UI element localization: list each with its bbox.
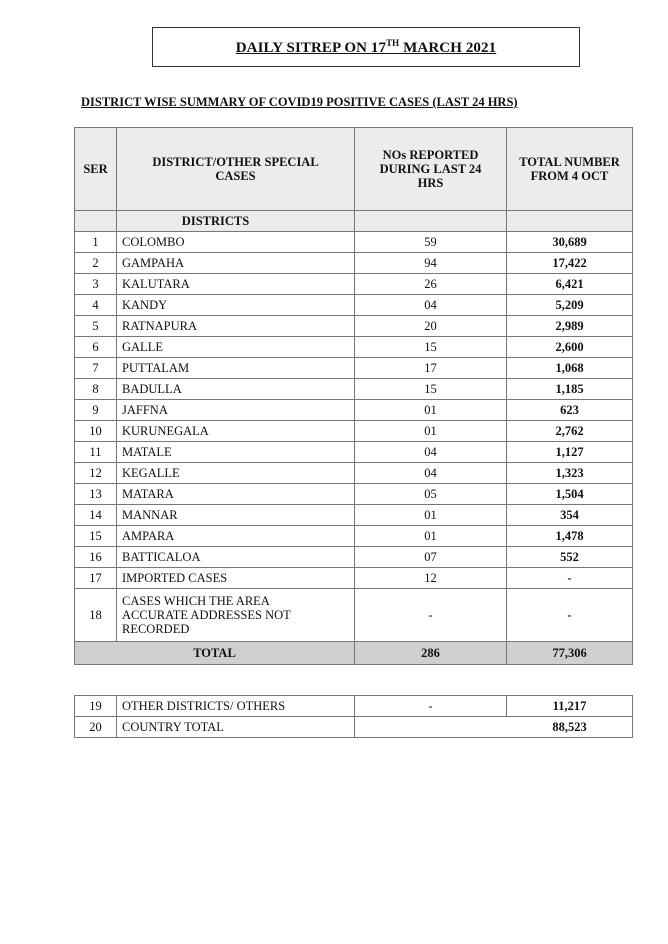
table-row <box>75 421 633 442</box>
total-label: TOTAL <box>75 642 355 665</box>
section-label: DISTRICTS <box>117 211 355 232</box>
row-name: KANDY <box>117 295 355 316</box>
total-value: 77,306 <box>507 642 633 665</box>
row-name: RATNAPURA <box>117 316 355 337</box>
row-name: BADULLA <box>117 379 355 400</box>
table-row <box>75 232 633 253</box>
row-name: CASES WHICH THE AREA ACCURATE ADDRESSES NOT RECORDED <box>117 589 355 642</box>
row-total: 6,421 <box>507 274 633 295</box>
section-cell <box>75 211 117 232</box>
section-cell <box>355 211 507 232</box>
table-row <box>75 568 633 589</box>
row-name: AMPARA <box>117 526 355 547</box>
row-name: KALUTARA <box>117 274 355 295</box>
row-ser: 5 <box>75 316 117 337</box>
row-last24: 01 <box>355 526 507 547</box>
table-subtitle: DISTRICT WISE SUMMARY OF COVID19 POSITIVE CASES (LAST 24 HRS) <box>81 95 518 109</box>
row-name: KURUNEGALA <box>117 421 355 442</box>
row-last24: 01 <box>355 421 507 442</box>
table-row <box>75 253 633 274</box>
row-ser: 7 <box>75 358 117 379</box>
row-last24: 04 <box>355 442 507 463</box>
total-last24: 286 <box>355 642 507 665</box>
row-last24: 59 <box>355 232 507 253</box>
row-total: 30,689 <box>507 232 633 253</box>
row-last24: 04 <box>355 295 507 316</box>
row-name: COLOMBO <box>117 232 355 253</box>
row-total: 623 <box>507 400 633 421</box>
row-last24: 15 <box>355 379 507 400</box>
country-total-value: 88,523 <box>355 717 633 738</box>
row-total: - <box>507 568 633 589</box>
section-row-districts <box>75 211 633 232</box>
row-last24: 01 <box>355 505 507 526</box>
row-total: 2,762 <box>507 421 633 442</box>
row-name: COUNTRY TOTAL <box>117 717 355 738</box>
row-ser: 20 <box>75 717 117 738</box>
total-row <box>75 642 633 665</box>
row-last24: 04 <box>355 463 507 484</box>
row-total: 1,068 <box>507 358 633 379</box>
table-row <box>75 295 633 316</box>
row-ser: 15 <box>75 526 117 547</box>
page-title <box>236 38 496 57</box>
row-total: 1,504 <box>507 484 633 505</box>
header-ser: SER <box>75 128 117 211</box>
row-ser: 17 <box>75 568 117 589</box>
row-ser: 1 <box>75 232 117 253</box>
title-suffix: MARCH 2021 <box>399 39 497 56</box>
table-row <box>75 589 633 642</box>
title-superscript: TH <box>386 37 400 48</box>
row-name: MATALE <box>117 442 355 463</box>
row-total: 354 <box>507 505 633 526</box>
row-total: 11,217 <box>507 696 633 717</box>
row-last24: 20 <box>355 316 507 337</box>
header-total: TOTAL NUMBER FROM 4 OCT <box>507 128 633 211</box>
row-total: 5,209 <box>507 295 633 316</box>
row-name: BATTICALOA <box>117 547 355 568</box>
title-prefix: DAILY SITREP ON 17 <box>235 39 387 56</box>
title-box <box>152 27 580 67</box>
district-summary-table <box>74 127 633 665</box>
table-row <box>75 463 633 484</box>
row-last24: 12 <box>355 568 507 589</box>
table-row <box>75 442 633 463</box>
table-row <box>75 717 633 738</box>
row-name: OTHER DISTRICTS/ OTHERS <box>117 696 355 717</box>
row-ser: 2 <box>75 253 117 274</box>
row-ser: 13 <box>75 484 117 505</box>
header-last24: NOs REPORTED DURING LAST 24 HRS <box>355 128 507 211</box>
row-ser: 16 <box>75 547 117 568</box>
row-total: 1,127 <box>507 442 633 463</box>
row-total: 2,600 <box>507 337 633 358</box>
table-row <box>75 274 633 295</box>
table-row <box>75 379 633 400</box>
row-total: - <box>507 589 633 642</box>
row-ser: 14 <box>75 505 117 526</box>
table-row <box>75 526 633 547</box>
table-row <box>75 316 633 337</box>
row-last24: 15 <box>355 337 507 358</box>
row-total: 1,323 <box>507 463 633 484</box>
table-row <box>75 484 633 505</box>
row-name: KEGALLE <box>117 463 355 484</box>
row-ser: 19 <box>75 696 117 717</box>
section-cell <box>507 211 633 232</box>
row-name: MATARA <box>117 484 355 505</box>
header-name: DISTRICT/OTHER SPECIAL CASES <box>117 128 355 211</box>
row-ser: 8 <box>75 379 117 400</box>
row-ser: 3 <box>75 274 117 295</box>
table-row <box>75 400 633 421</box>
row-total: 1,478 <box>507 526 633 547</box>
table-row <box>75 696 633 717</box>
row-last24: - <box>355 589 507 642</box>
row-ser: 6 <box>75 337 117 358</box>
table-row <box>75 358 633 379</box>
row-total: 552 <box>507 547 633 568</box>
row-total: 1,185 <box>507 379 633 400</box>
row-total: 2,989 <box>507 316 633 337</box>
row-name: JAFFNA <box>117 400 355 421</box>
table-header-row <box>75 128 633 211</box>
row-total: 17,422 <box>507 253 633 274</box>
table-row <box>75 547 633 568</box>
row-ser: 10 <box>75 421 117 442</box>
row-ser: 4 <box>75 295 117 316</box>
table-row <box>75 505 633 526</box>
row-last24: 17 <box>355 358 507 379</box>
row-ser: 11 <box>75 442 117 463</box>
row-ser: 9 <box>75 400 117 421</box>
extra-summary-table <box>74 695 633 738</box>
row-ser: 18 <box>75 589 117 642</box>
row-last24: - <box>355 696 507 717</box>
row-last24: 26 <box>355 274 507 295</box>
row-ser: 12 <box>75 463 117 484</box>
row-name: IMPORTED CASES <box>117 568 355 589</box>
row-last24: 07 <box>355 547 507 568</box>
row-name: PUTTALAM <box>117 358 355 379</box>
table-row <box>75 337 633 358</box>
row-last24: 94 <box>355 253 507 274</box>
row-name: GAMPAHA <box>117 253 355 274</box>
row-name: GALLE <box>117 337 355 358</box>
row-name: MANNAR <box>117 505 355 526</box>
row-last24: 05 <box>355 484 507 505</box>
row-last24: 01 <box>355 400 507 421</box>
